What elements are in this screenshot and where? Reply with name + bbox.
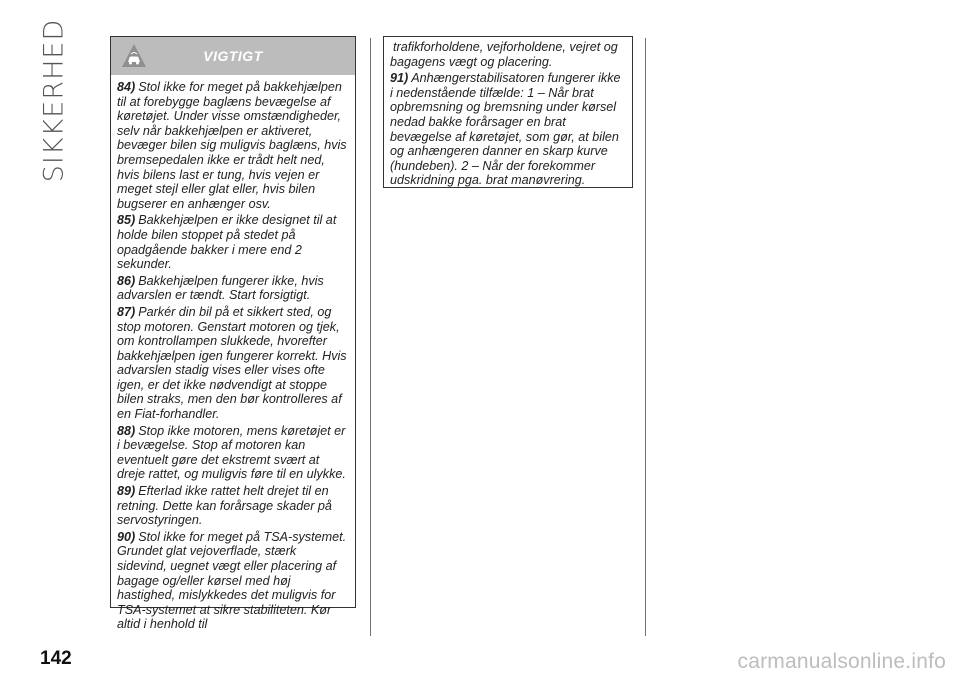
warning-note: trafikforholdene, vejforholdene, vejret og bagagens vægt og placering. [390,40,618,69]
warning-note: 87) Parkér din bil på et sikkert sted, og stop motoren. Genstart motoren og tjek, om kontrollampen slukkede, hvorefter bakkehjælpen igen fungerer korrekt. Hvis advarslen stadig vises eller vises ofte igen, er det ikke nødvendigt at stoppe bilen straks, men den bør kontrolleres af en Fiat-forhandler. [117,304,347,422]
warning-note: 89) Efterlad ikke rattet helt drejet til en retning. Dette kan forårsage skader på servostyringen. [117,484,332,528]
warning-note: 86) Bakkehjælpen fungerer ikke, hvis advarslen er tændt. Start forsigtigt. [117,273,324,303]
warning-header [111,37,355,75]
warning-box-continued [383,36,633,188]
warning-body-continued [384,37,632,188]
column-divider-left [370,38,371,636]
warning-note: 84) Stol ikke for meget på bakkehjælpen til at forebygge baglæns bevægelse af køretøjet. Under visse omstændigheder, selv når bakkehjælpen er aktiveret, bevæger bilen sig muligvis baglæns, hvis bremsepedalen ikke er trådt helt ned, hvis bilens last er tung, hvis vejen er meget stejl eller glat eller, hvis bilen bugserer en anhænger osv. [117,80,347,211]
watermark: carmanualsonline.info [737,650,946,673]
section-label [32,18,76,182]
column-divider-right [645,38,646,636]
section-label-text: SIKKERHED [38,18,70,182]
warning-car-icon [121,43,147,69]
warning-note: 85) Bakkehjælpen er ikke designet til at holde bilen stoppet på stedet på opadgående bakker i mere end 2 sekunder. [117,213,337,272]
warning-title: VIGTIGT [203,48,263,64]
warning-body [111,75,355,632]
page-number: 142 [40,648,72,669]
warning-box [110,36,356,632]
warning-note: 88) Stop ikke motoren, mens køretøjet er i bevægelse. Stop af motoren kan eventuelt gøre det ekstremt svært at dreje rattet, og muligvis føre til en ulykke. [117,423,346,482]
warning-note: 91) Anhængerstabilisatoren fungerer ikke i nedenstående tilfælde: 1 – Når brat opbremsning og bremsning under kørsel nedad bakke forårsager en brat bevægelse af køretøjet, som gør, at bilen og anhængeren danner en skarp kurve (hundeben). 2 – Når der forekommer udskridning pga. brat manøvrering. [390,71,621,188]
warning-note: 90) Stol ikke for meget på TSA-systemet. Grundet glat vejoverflade, stærk sidevind, uegnet vægt eller placering af bagage og/eller kørsel med høj hastighed, mislykkedes det muligvis for TSA-systemet at sikre stabiliteten. Kør altid i henhold til [117,529,347,632]
